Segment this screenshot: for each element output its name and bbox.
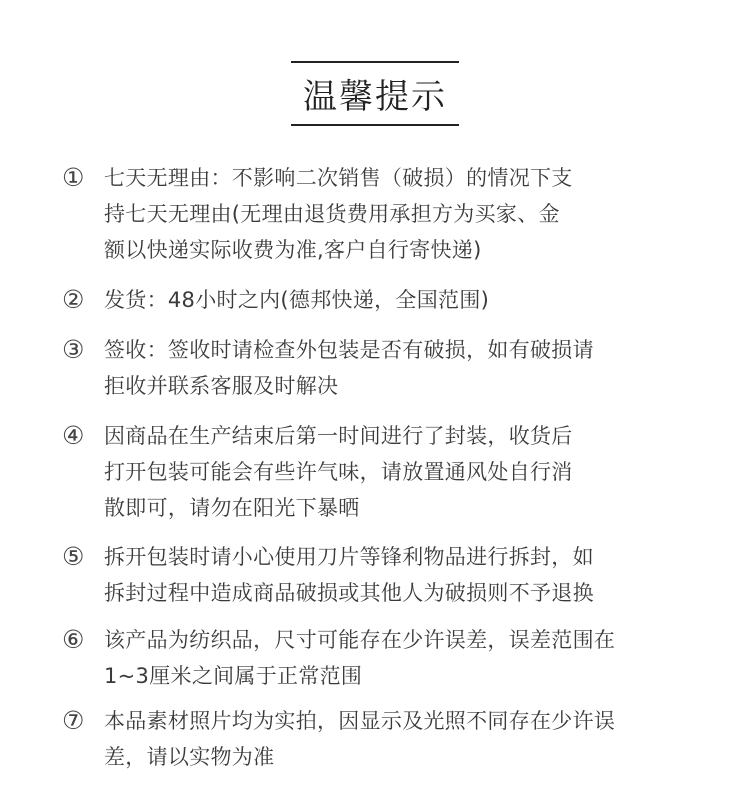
notice-line: 该产品为纺织品，尺寸可能存在少许误差，误差范围在	[104, 628, 616, 652]
notice-line: 签收：签收时请检查外包装是否有破损，如有破损请	[104, 338, 594, 362]
notice-number: ③	[62, 335, 85, 364]
notice-line: 额以快递实际收费为准,客户自行寄快递)	[104, 238, 482, 262]
title-box	[291, 61, 459, 126]
notice-line: 拆封过程中造成商品破损或其他人为破损则不予退换	[104, 581, 594, 605]
notice-line: 本品素材照片均为实拍，因显示及光照不同存在少许误	[104, 709, 616, 733]
notice-line: 1~3厘米之间属于正常范围	[104, 664, 363, 688]
notice-item-3	[62, 332, 594, 404]
notice-number: ①	[62, 163, 85, 192]
notice-number: ②	[62, 285, 85, 314]
page-title: 温馨提示	[303, 77, 447, 117]
notice-item-6	[62, 622, 615, 694]
notice-line: 发货：48小时之内(德邦快递，全国范围)	[104, 288, 490, 312]
notice-number: ④	[62, 421, 85, 450]
notice-item-5	[62, 539, 594, 611]
notice-line: 七天无理由：不影响二次销售（破损）的情况下支	[104, 166, 573, 190]
notice-body	[104, 282, 489, 318]
notice-number: ⑤	[62, 542, 85, 571]
notice-line: 散即可，请勿在阳光下暴晒	[104, 496, 360, 520]
notice-item-2	[62, 282, 489, 318]
notice-item-4	[62, 418, 573, 526]
notice-body	[104, 703, 615, 775]
notice-line: 拆开包装时请小心使用刀片等锋利物品进行拆封，如	[104, 545, 594, 569]
notice-body	[104, 418, 573, 526]
notice-body	[104, 622, 615, 694]
notice-line: 因商品在生产结束后第一时间进行了封装，收货后	[104, 424, 573, 448]
notice-line: 持七天无理由(无理由退货费用承担方为买家、金	[104, 202, 560, 226]
notice-item-1	[62, 160, 573, 268]
notice-body	[104, 332, 594, 404]
notice-line: 打开包装可能会有些许气味，请放置通风处自行消	[104, 460, 573, 484]
notice-body	[104, 160, 573, 268]
notice-line: 差，请以实物为准	[104, 745, 275, 769]
notice-body	[104, 539, 594, 611]
notice-item-7	[62, 703, 615, 775]
notice-line: 拒收并联系客服及时解决	[104, 374, 339, 398]
notice-number: ⑦	[62, 706, 85, 735]
notice-number: ⑥	[62, 625, 85, 654]
